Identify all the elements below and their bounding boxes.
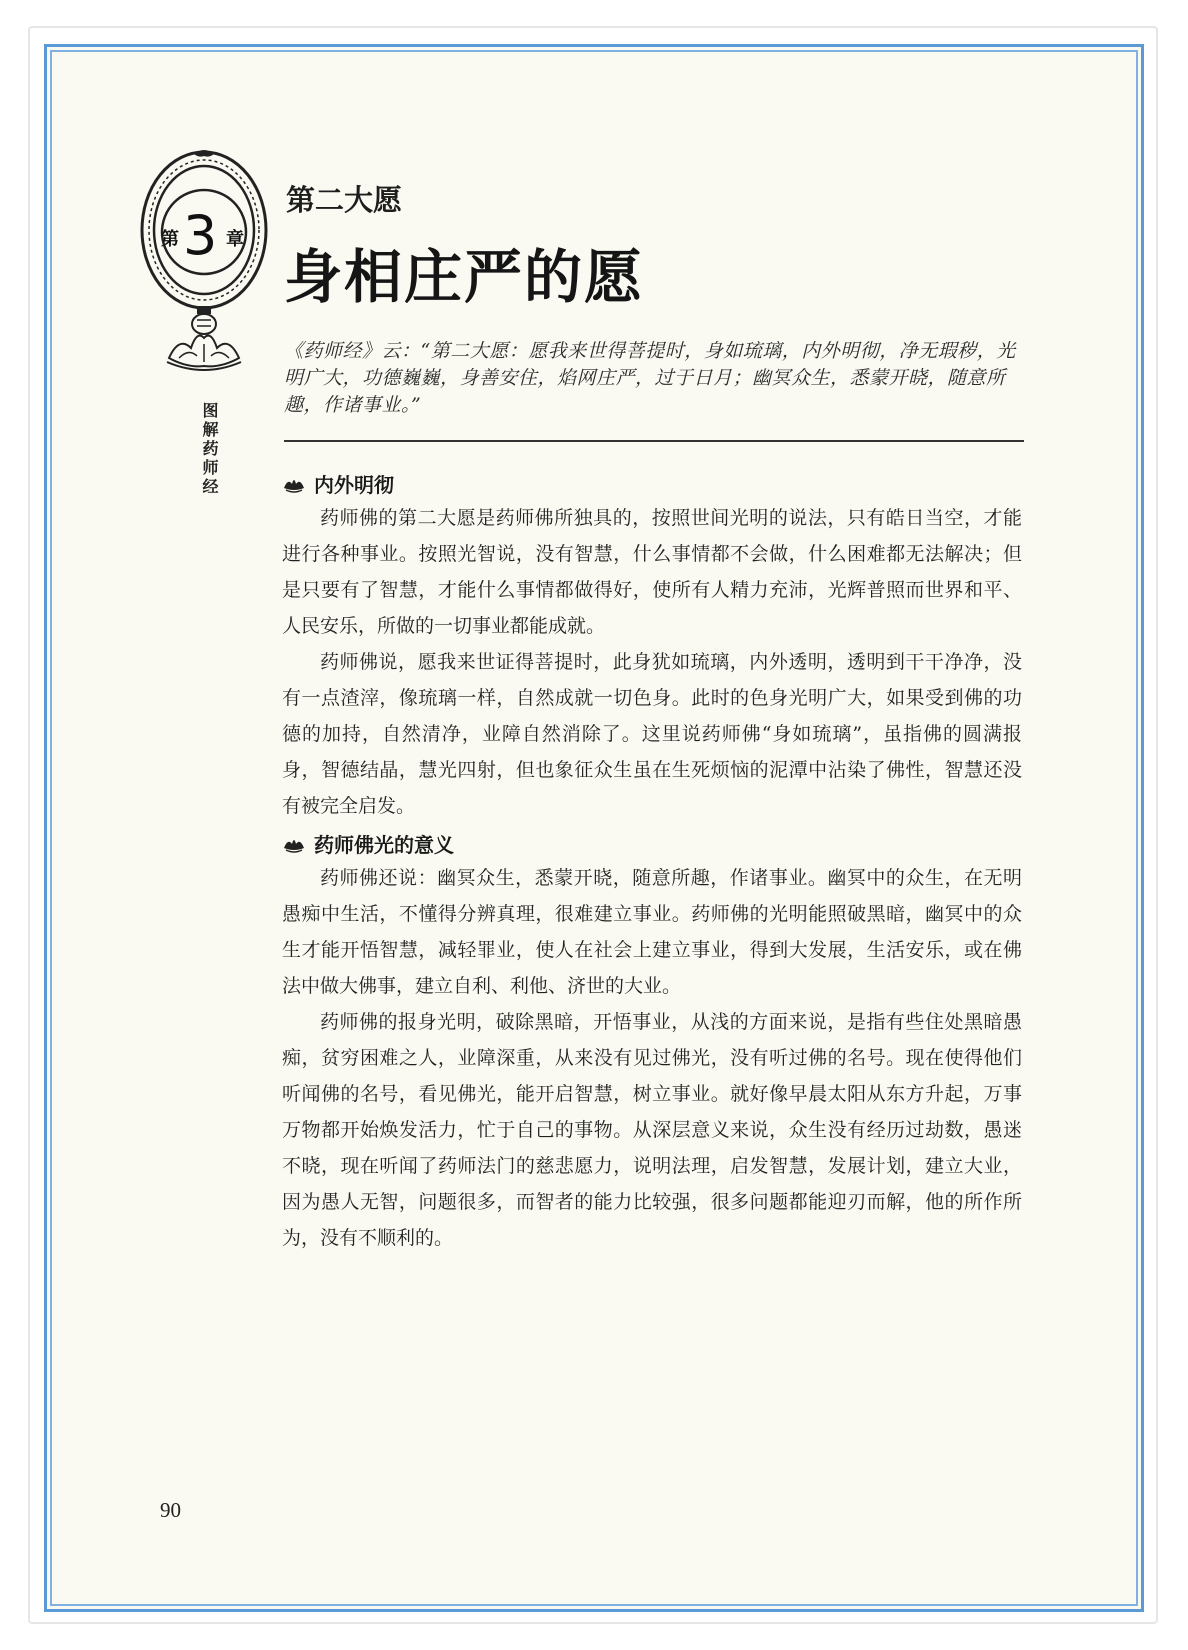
book-title-vertical: 图解药师经 xyxy=(200,402,219,497)
section-heading-label: 内外明彻 xyxy=(314,473,394,497)
chapter-number: 3 xyxy=(183,204,218,267)
section-heading-label: 药师佛光的意义 xyxy=(314,833,454,857)
section-heading-1 xyxy=(282,469,394,498)
paragraph: 药师佛说，愿我来世证得菩提时，此身犹如琉璃，内外透明，透明到干干净净，没有一点渣滓，像琉璃一样，自然成就一切色身。此时的色身光明广大，如果受到佛的功德的加持，自然清净，业障自然消除了。这里说药师佛“身如琉璃”，虽指佛的圆满报身，智德结晶，慧光四射，但也象征众生虽在生死烦恼的泥潭中沾染了佛性，智慧还没有被完全启发。 xyxy=(282,651,1022,817)
lotus-bullet-icon xyxy=(282,834,306,854)
chapter-prefix: 第 xyxy=(161,229,179,250)
paragraph: 药师佛的报身光明，破除黑暗，开悟事业，从浅的方面来说，是指有些住处黑暗愚痴，贫穷困难之人，业障深重，从来没有见过佛光，没有听过佛的名号。现在使得他们听闻佛的名号，看见佛光，能开启智慧，树立事业。就好像早晨太阳从东方升起，万事万物都开始焕发活力，忙于自己的事物。从深层意义来说，众生没有经历过劫数，愚迷不晓，现在听闻了药师法门的慈悲愿力，说明法理，启发智慧，发展计划，建立大业，因为愚人无智，问题很多，而智者的能力比较强，很多问题都能迎刃而解，他的所作所为，没有不顺利的。 xyxy=(282,1011,1022,1249)
lotus-bullet-icon xyxy=(282,474,306,494)
section-body-2 xyxy=(282,860,1022,1256)
paragraph: 药师佛的第二大愿是药师佛所独具的，按照世间光明的说法，只有皓日当空，才能进行各种事业。按照光智说，没有智慧，什么事情都不会做，什么困难都无法解决；但是只要有了智慧，才能什么事情都做得好，使所有人精力充沛，光辉普照而世界和平、人民安乐，所做的一切事业都能成就。 xyxy=(282,507,1022,637)
scripture-quote: 《药师经》云：“第二大愿：愿我来世得菩提时，身如琉璃，内外明彻，净无瑕秽，光明广大，功德巍巍，身善安住，焰网庄严，过于日月；幽冥众生，悉蒙开晓，随意所趣，作诸事业。” xyxy=(284,340,1016,416)
paragraph: 药师佛还说：幽冥众生，悉蒙开晓，随意所趣，作诸事业。幽冥中的众生，在无明愚痴中生活，不懂得分辨真理，很难建立事业。药师佛的光明能照破黑暗，幽冥中的众生才能开悟智慧，减轻罪业，使人在社会上建立事业，得到大发展，生活安乐，或在佛法中做大佛事，建立自利、利他、济世的大业。 xyxy=(282,867,1022,997)
section-heading-2 xyxy=(282,829,454,858)
chapter-emblem xyxy=(139,148,269,388)
chapter-suffix: 章 xyxy=(226,229,244,250)
page-number: 90 xyxy=(160,1498,181,1522)
quote-divider xyxy=(284,440,1024,442)
section-body-1 xyxy=(282,500,1022,824)
chapter-title: 身相庄严的愿 xyxy=(284,243,645,311)
chapter-subtitle: 第二大愿 xyxy=(286,183,403,217)
